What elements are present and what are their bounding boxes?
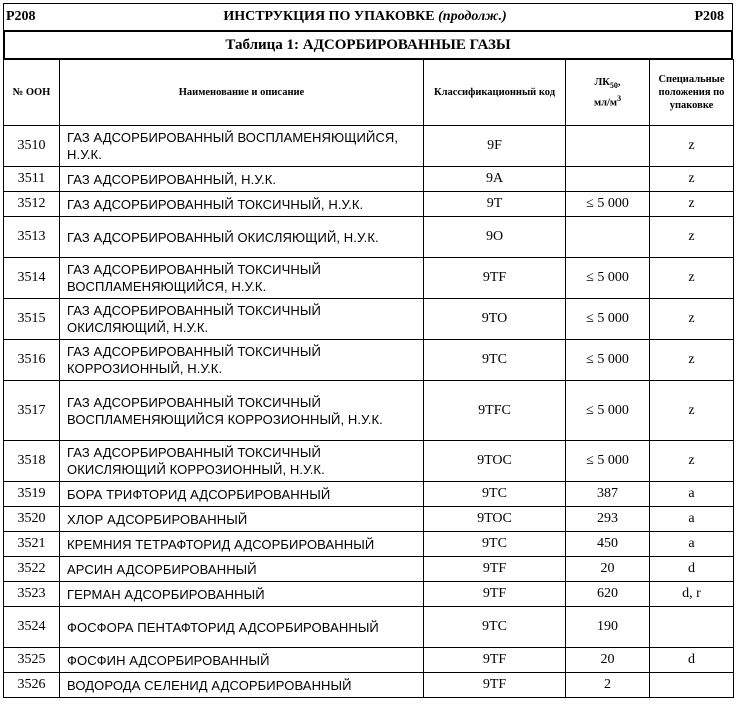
special-provision-cell: z bbox=[650, 441, 734, 482]
un-number-cell: 3513 bbox=[4, 217, 60, 258]
class-code-cell: 9TOC bbox=[424, 441, 566, 482]
table-row bbox=[4, 167, 734, 192]
lc-unit: мл/м bbox=[593, 97, 618, 109]
lc50-cell: ≤ 5 000 bbox=[566, 381, 650, 441]
name-cell: ГАЗ АДСОРБИРОВАННЫЙ ТОКСИЧНЫЙ ОКИСЛЯЮЩИЙ, Н.У.К. bbox=[60, 299, 424, 340]
name-cell: ГАЗ АДСОРБИРОВАННЫЙ ТОКСИЧНЫЙ ВОСПЛАМЕНЯЮЩИЙСЯ, Н.У.К. bbox=[60, 258, 424, 299]
un-number-cell: 3519 bbox=[4, 482, 60, 507]
header-title-main: ИНСТРУКЦИЯ ПО УПАКОВКЕ bbox=[223, 9, 435, 24]
un-number-cell: 3522 bbox=[4, 557, 60, 582]
adsorbed-gases-table bbox=[3, 59, 734, 698]
col-header-special-provisions: Специальные положения по упаковке bbox=[650, 60, 734, 126]
table-row bbox=[4, 673, 734, 698]
page-header bbox=[3, 3, 733, 30]
name-cell: ГАЗ АДСОРБИРОВАННЫЙ ТОКСИЧНЫЙ ОКИСЛЯЮЩИЙ КОРРОЗИОННЫЙ, Н.У.К. bbox=[60, 441, 424, 482]
un-number-cell: 3524 bbox=[4, 607, 60, 648]
un-number-cell: 3510 bbox=[4, 126, 60, 167]
class-code-cell: 9TO bbox=[424, 299, 566, 340]
table-row bbox=[4, 340, 734, 381]
special-provision-cell: d bbox=[650, 648, 734, 673]
class-code-cell: 9TF bbox=[424, 582, 566, 607]
special-provision-cell bbox=[650, 607, 734, 648]
un-number-cell: 3516 bbox=[4, 340, 60, 381]
special-provision-cell: z bbox=[650, 340, 734, 381]
lc50-cell: ≤ 5 000 bbox=[566, 258, 650, 299]
lc50-cell: 2 bbox=[566, 673, 650, 698]
class-code-cell: 9TOC bbox=[424, 507, 566, 532]
header-title bbox=[36, 9, 695, 25]
table-row bbox=[4, 648, 734, 673]
class-code-cell: 9TC bbox=[424, 340, 566, 381]
lc50-cell: ≤ 5 000 bbox=[566, 441, 650, 482]
lc50-cell: ≤ 5 000 bbox=[566, 340, 650, 381]
table-row bbox=[4, 582, 734, 607]
special-provision-cell: z bbox=[650, 167, 734, 192]
un-number-cell: 3517 bbox=[4, 381, 60, 441]
table-row bbox=[4, 507, 734, 532]
table-header-row bbox=[4, 60, 734, 126]
special-provision-cell bbox=[650, 673, 734, 698]
name-cell: ГАЗ АДСОРБИРОВАННЫЙ ТОКСИЧНЫЙ КОРРОЗИОННЫЙ, Н.У.К. bbox=[60, 340, 424, 381]
name-cell: ГАЗ АДСОРБИРОВАННЫЙ ТОКСИЧНЫЙ ВОСПЛАМЕНЯЮЩИЙСЯ КОРРОЗИОННЫЙ, Н.У.К. bbox=[60, 381, 424, 441]
lc50-cell bbox=[566, 217, 650, 258]
lc-unit-sup: 3 bbox=[617, 93, 622, 103]
class-code-cell: 9O bbox=[424, 217, 566, 258]
table-body bbox=[4, 126, 734, 698]
lc50-cell: 620 bbox=[566, 582, 650, 607]
col-header-name: Наименование и описание bbox=[60, 60, 424, 126]
lc50-cell: 190 bbox=[566, 607, 650, 648]
un-number-cell: 3526 bbox=[4, 673, 60, 698]
name-cell: ГАЗ АДСОРБИРОВАННЫЙ ВОСПЛАМЕНЯЮЩИЙСЯ, Н.У.К. bbox=[60, 126, 424, 167]
class-code-cell: 9TF bbox=[424, 648, 566, 673]
un-number-cell: 3515 bbox=[4, 299, 60, 340]
name-cell: ФОСФОРА ПЕНТАФТОРИД АДСОРБИРОВАННЫЙ bbox=[60, 607, 424, 648]
lc50-cell: ≤ 5 000 bbox=[566, 299, 650, 340]
table-row bbox=[4, 532, 734, 557]
table-row bbox=[4, 192, 734, 217]
name-cell: ГАЗ АДСОРБИРОВАННЫЙ ТОКСИЧНЫЙ, Н.У.К. bbox=[60, 192, 424, 217]
table-row bbox=[4, 441, 734, 482]
name-cell: ГАЗ АДСОРБИРОВАННЫЙ ОКИСЛЯЮЩИЙ, Н.У.К. bbox=[60, 217, 424, 258]
table-row bbox=[4, 217, 734, 258]
un-number-cell: 3514 bbox=[4, 258, 60, 299]
table-row bbox=[4, 607, 734, 648]
class-code-cell: 9F bbox=[424, 126, 566, 167]
header-title-sub: (продолж.) bbox=[438, 9, 507, 24]
lc50-cell: 293 bbox=[566, 507, 650, 532]
header-left-code: P208 bbox=[6, 9, 36, 24]
lc50-cell: 387 bbox=[566, 482, 650, 507]
lc50-cell: 450 bbox=[566, 532, 650, 557]
special-provision-cell: z bbox=[650, 126, 734, 167]
lc50-cell: 20 bbox=[566, 648, 650, 673]
special-provision-cell: z bbox=[650, 192, 734, 217]
header-right-code: P208 bbox=[694, 9, 724, 24]
lc-prefix: ЛК bbox=[594, 76, 610, 88]
class-code-cell: 9TFC bbox=[424, 381, 566, 441]
name-cell: ХЛОР АДСОРБИРОВАННЫЙ bbox=[60, 507, 424, 532]
class-code-cell: 9TF bbox=[424, 557, 566, 582]
name-cell: КРЕМНИЯ ТЕТРАФТОРИД АДСОРБИРОВАННЫЙ bbox=[60, 532, 424, 557]
special-provision-cell: z bbox=[650, 217, 734, 258]
un-number-cell: 3518 bbox=[4, 441, 60, 482]
col-header-lc50 bbox=[566, 60, 650, 126]
name-cell: ГАЗ АДСОРБИРОВАННЫЙ, Н.У.К. bbox=[60, 167, 424, 192]
class-code-cell: 9A bbox=[424, 167, 566, 192]
table-row bbox=[4, 557, 734, 582]
name-cell: ВОДОРОДА СЕЛЕНИД АДСОРБИРОВАННЫЙ bbox=[60, 673, 424, 698]
special-provision-cell: d, r bbox=[650, 582, 734, 607]
class-code-cell: 9TF bbox=[424, 673, 566, 698]
un-number-cell: 3523 bbox=[4, 582, 60, 607]
table-title: Таблица 1: АДСОРБИРОВАННЫЕ ГАЗЫ bbox=[3, 30, 733, 59]
lc-sub: 50 bbox=[609, 80, 618, 90]
special-provision-cell: z bbox=[650, 381, 734, 441]
name-cell: ФОСФИН АДСОРБИРОВАННЫЙ bbox=[60, 648, 424, 673]
un-number-cell: 3521 bbox=[4, 532, 60, 557]
class-code-cell: 9TC bbox=[424, 607, 566, 648]
class-code-cell: 9TC bbox=[424, 482, 566, 507]
lc50-cell bbox=[566, 126, 650, 167]
name-cell: АРСИН АДСОРБИРОВАННЫЙ bbox=[60, 557, 424, 582]
document-page bbox=[3, 3, 733, 718]
un-number-cell: 3525 bbox=[4, 648, 60, 673]
special-provision-cell: d bbox=[650, 557, 734, 582]
class-code-cell: 9TC bbox=[424, 532, 566, 557]
col-header-code: Классификационный код bbox=[424, 60, 566, 126]
lc50-cell: ≤ 5 000 bbox=[566, 192, 650, 217]
col-header-un-number: № ООН bbox=[4, 60, 60, 126]
special-provision-cell: z bbox=[650, 258, 734, 299]
class-code-cell: 9T bbox=[424, 192, 566, 217]
name-cell: ГЕРМАН АДСОРБИРОВАННЫЙ bbox=[60, 582, 424, 607]
table-row bbox=[4, 126, 734, 167]
un-number-cell: 3520 bbox=[4, 507, 60, 532]
special-provision-cell: a bbox=[650, 482, 734, 507]
class-code-cell: 9TF bbox=[424, 258, 566, 299]
un-number-cell: 3511 bbox=[4, 167, 60, 192]
lc-suffix: , bbox=[617, 76, 621, 88]
name-cell: БОРА ТРИФТОРИД АДСОРБИРОВАННЫЙ bbox=[60, 482, 424, 507]
special-provision-cell: z bbox=[650, 299, 734, 340]
table-row bbox=[4, 482, 734, 507]
table-row bbox=[4, 258, 734, 299]
table-row bbox=[4, 299, 734, 340]
table-row bbox=[4, 381, 734, 441]
lc50-cell: 20 bbox=[566, 557, 650, 582]
lc50-cell bbox=[566, 167, 650, 192]
special-provision-cell: a bbox=[650, 507, 734, 532]
special-provision-cell: a bbox=[650, 532, 734, 557]
un-number-cell: 3512 bbox=[4, 192, 60, 217]
